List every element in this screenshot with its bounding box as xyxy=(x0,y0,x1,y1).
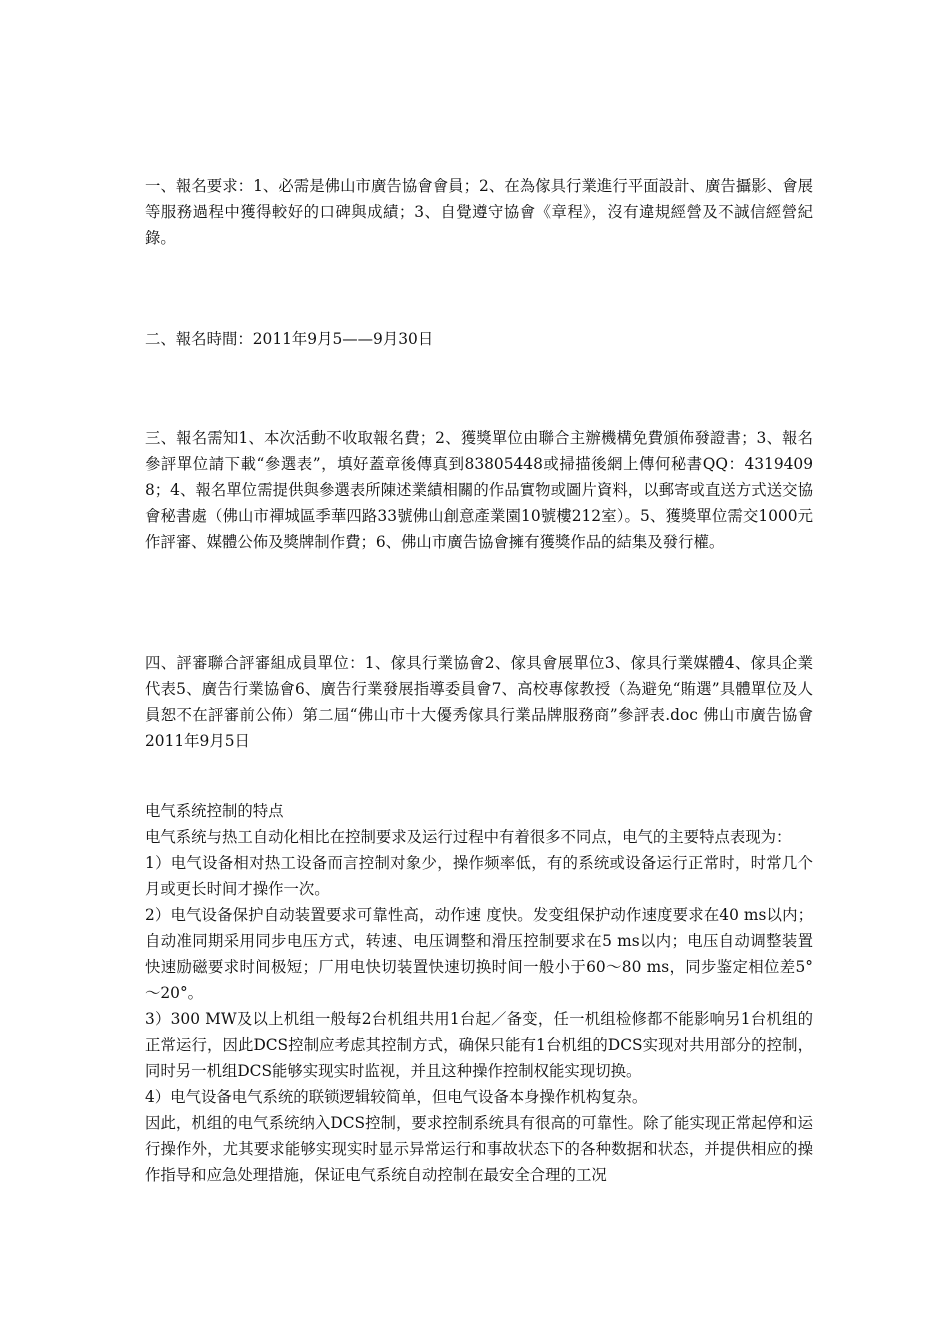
section-intro: 电气系统与热工自动化相比在控制要求及运行过程中有着很多不同点，电气的主要特点表现为： xyxy=(145,828,792,846)
notice-paragraph-review-panel: 四、評審聯合評審組成員單位：1、傢具行業協會2、傢具會展單位3、傢具行業媒體4、傢具企業代表5、廣告行業協會6、廣告行業發展指導委員會7、高校專傢教授（為避免“賄選”具體單位及人員恕不在評審前公佈）第二屆“佛山市十大優秀傢具行業品牌服務商”參評表.doc 佛山市廣告協會 2011年9月5日 xyxy=(145,654,813,750)
section-item-4: 4）电气设备电气系统的联锁逻辑较简单，但电气设备本身操作机构复杂。 xyxy=(145,1088,648,1106)
notice-paragraph-requirements: 一、報名要求：1、必需是佛山市廣告協會會員；2、在為傢具行業進行平面設計、廣告攝影、會展等服務過程中獲得較好的口碑與成績；3、自覺遵守協會《章程》，沒有違規經營及不誠信經營紀錄。 xyxy=(145,177,813,247)
electrical-control-section xyxy=(145,798,813,1188)
section-item-3: 3）300 MW及以上机组一般每2台机组共用1台起／备变，任一机组检修都不能影响另1台机组的正常运行，因此DCS控制应考虑其控制方式，确保只能有1台机组的DCS实现对共用部分的控制，同时另一机组DCS能够实现实时监视，并且这种操作控制权能实现切换。 xyxy=(145,1010,813,1080)
notice-paragraph-registration-notes: 三、報名需知1、本次活動不收取報名費；2、獲獎單位由聯合主辦機構免費頒佈發證書；3、報名參評單位請下載“參選表”，填好蓋章後傳真到83805448或掃描後網上傳何秘書QQ：43194098；4、報名單位需提供與參選表所陳述業績相關的作品實物或圖片資料，以郵寄或直送方式送交協會秘書處（佛山市禪城區季華四路33號佛山創意產業園10號樓212室）。5、獲獎單位需交1000元作評審、媒體公佈及獎牌制作費；6、佛山市廣告協會擁有獲獎作品的結集及發行權。 xyxy=(145,429,813,551)
notice-paragraph-registration-time: 二、報名時間：2011年9月5——9月30日 xyxy=(145,330,434,348)
section-title: 电气系统控制的特点 xyxy=(145,802,284,820)
section-conclusion: 因此，机组的电气系统纳入DCS控制，要求控制系统具有很高的可靠性。除了能实现正常起停和运行操作外，尤其要求能够实现实时显示异常运行和事故状态下的各种数据和状态，并提供相应的操作指导和应急处理措施，保证电气系统自动控制在最安全合理的工况 xyxy=(145,1114,813,1184)
section-item-1: 1）电气设备相对热工设备而言控制对象少，操作频率低，有的系统或设备运行正常时，时常几个月或更长时间才操作一次。 xyxy=(145,854,813,898)
section-item-2: 2）电气设备保护自动装置要求可靠性高，动作速 度快。发变组保护动作速度要求在40 ms以内；自动准同期采用同步电压方式，转速、电压调整和滑压控制要求在5 ms以内；电压自动调整装置快速励磁要求时间极短；厂用电快切装置快速切换时间一般小于60～80 ms，同步鉴定相位差5°～20°。 xyxy=(145,906,813,1002)
